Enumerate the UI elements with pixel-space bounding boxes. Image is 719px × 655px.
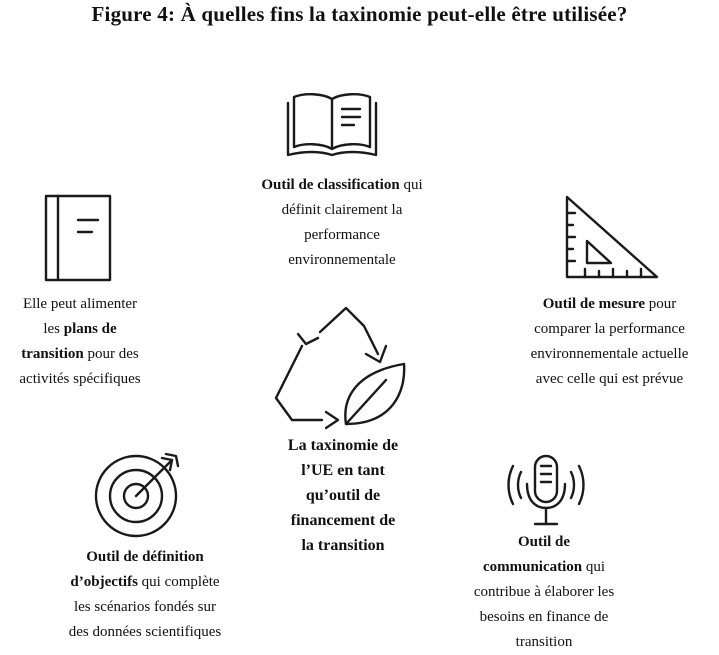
objectifs-line1-bold: Outil de définition — [86, 549, 204, 565]
communication-line2-bold: communication — [482, 559, 583, 575]
recycle-leaf-icon — [268, 300, 418, 436]
classification-rest: qui — [399, 177, 423, 193]
objectifs-line2-bold: d’objectifs — [70, 574, 138, 590]
communication-line: contribue à élaborer les — [473, 584, 615, 600]
mesure-line: environnementale actuelle — [530, 346, 689, 362]
communication-line: transition — [515, 634, 573, 650]
classification-bold: Outil de classification — [261, 177, 400, 193]
mesure-rest: pour — [644, 296, 677, 312]
target-arrow-icon — [92, 448, 188, 544]
plans-line2-pre: les — [43, 321, 64, 337]
center-line: financement de — [290, 512, 396, 529]
mesure-bold: Outil de mesure — [542, 296, 645, 312]
center-line: la transition — [301, 537, 385, 554]
plans-text — [0, 292, 160, 392]
classification-text — [214, 173, 470, 273]
plans-line3-bold: transition — [21, 346, 84, 362]
plans-line3-rest: pour des — [83, 346, 139, 362]
objectifs-text — [20, 545, 270, 645]
center-title — [258, 433, 428, 558]
objectifs-line: des données scientifiques — [68, 624, 222, 640]
communication-line: besoins en finance de — [479, 609, 609, 625]
objectifs-line: les scénarios fondés sur — [73, 599, 217, 615]
mesure-text — [500, 292, 719, 392]
classification-line: définit clairement la — [281, 202, 403, 218]
classification-line: environnementale — [288, 252, 396, 268]
center-line: l’UE en tant — [301, 462, 385, 479]
open-book-icon — [286, 89, 378, 161]
plans-line2-bold: plans de — [63, 321, 117, 337]
communication-line1-bold: Outil de — [517, 534, 571, 550]
objectifs-line2-rest: qui complète — [137, 574, 220, 590]
closed-book-icon — [44, 194, 112, 282]
microphone-icon — [507, 454, 587, 528]
center-line: La taxinomie de — [287, 437, 399, 454]
set-square-icon — [565, 195, 661, 281]
center-line: qu’outil de — [305, 487, 381, 504]
communication-text — [432, 530, 656, 655]
classification-line: performance — [304, 227, 380, 243]
mesure-line: avec celle qui est prévue — [535, 371, 684, 387]
plans-line: activités spécifiques — [19, 371, 141, 387]
figure-title: Figure 4: À quelles fins la taxinomie peut-elle être utilisée? — [91, 2, 628, 26]
plans-line: Elle peut alimenter — [22, 296, 138, 312]
mesure-line: comparer la performance — [534, 321, 685, 337]
communication-line2-rest: qui — [582, 559, 606, 575]
